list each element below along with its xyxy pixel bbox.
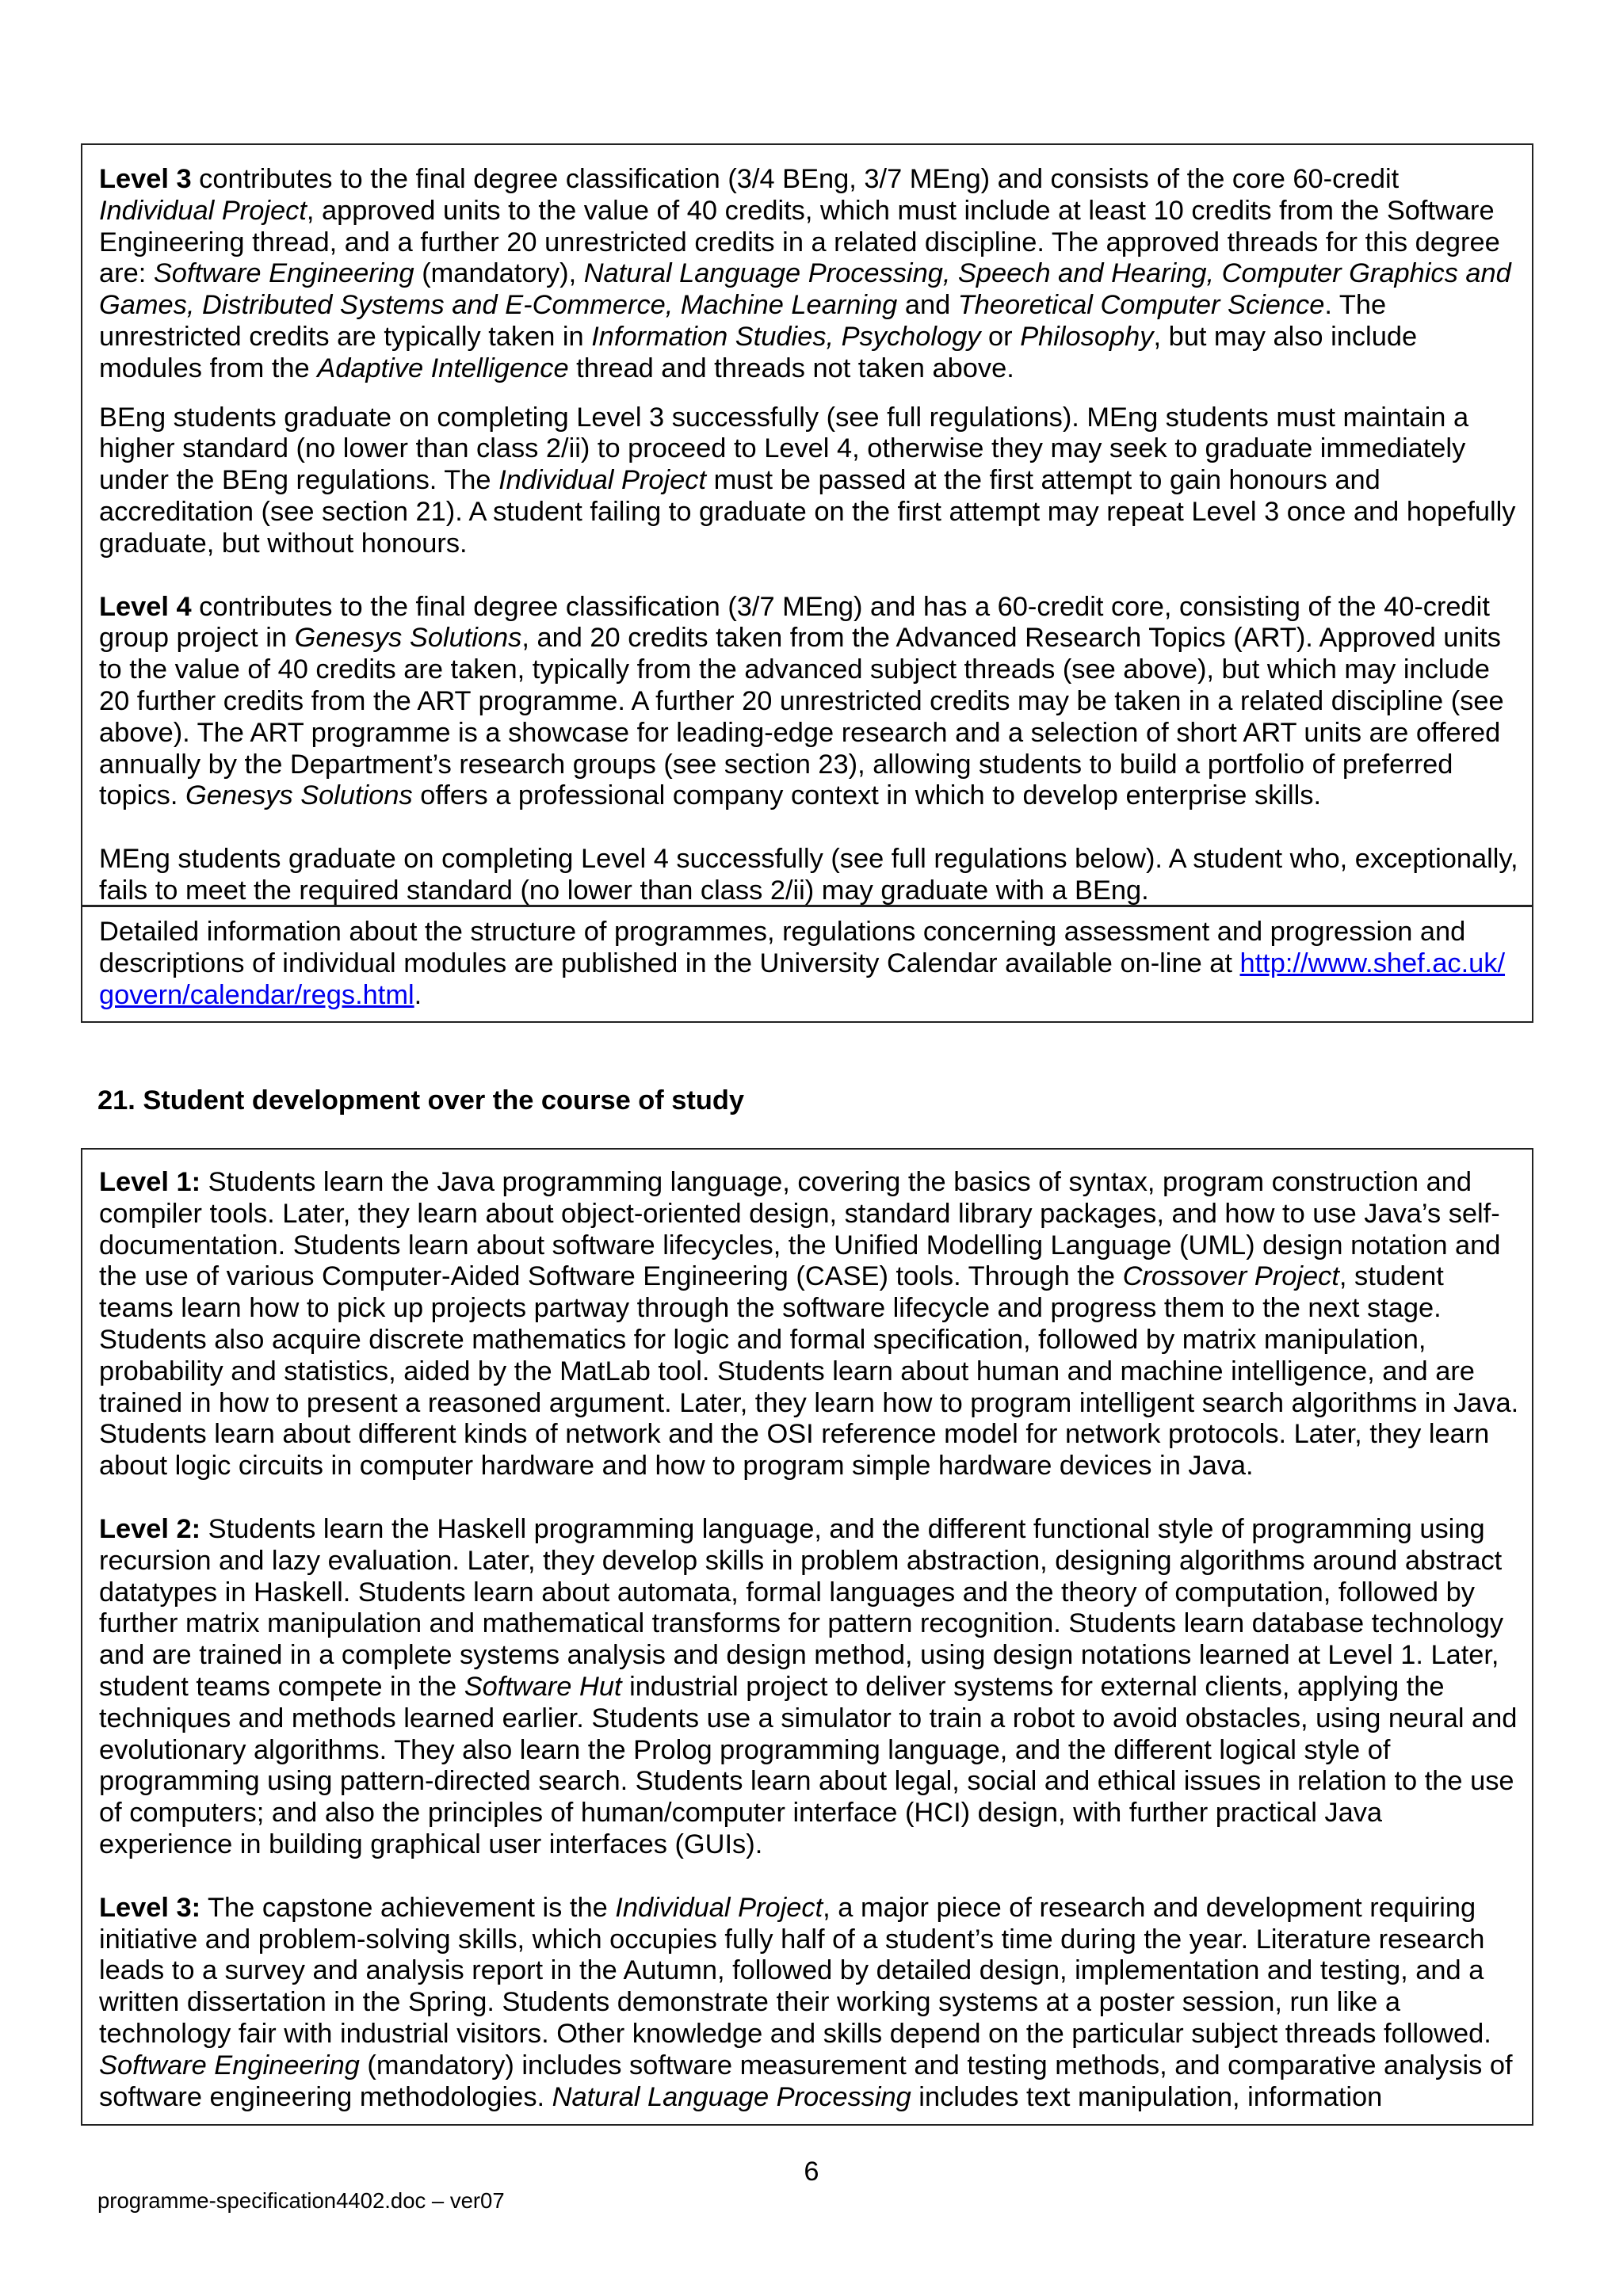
text-run: Detailed information about the structure of programmes, regulations concerning assessment and progression and descriptions of individual modules are published in the University Calendar available on-line at [99,917,1466,978]
text-run: includes text manipulation, information [911,2081,1383,2112]
calendar-link[interactable]: http://www.shef.ac.uk/ govern/calendar/regs.html [99,948,1506,1010]
text-run: offers a professional company context in which to develop enterprise skills. [412,780,1322,811]
student-development-cell [82,1150,1532,2124]
text-run: (mandatory) includes software measurement and testing methods, and comparative analysis of software engineering methodologies. [99,2050,1513,2112]
italic-term: Crossover Project [1122,1261,1339,1292]
text-run: Students learn the Haskell programming language, and the different functional style of programming using recursion and lazy evaluation. Later, they develop skills in problem abstraction, designing algorithms around abstract datatypes in Haskell. Students learn about automata, formal languages and the theory of computation, followed by further matrix manipulation and mathematical transforms for pattern recognition. Students learn database technology and are trained in a complete systems analysis and design method, using design notations learned at Level 1. Later, student teams compete in the [99,1513,1504,1702]
text-run: MEng students graduate on completing Level 4 successfully (see full regulations below). A student who, exceptionally, fails to meet the required standard (no lower than class 2/ii) may graduate with a BEng. [99,844,1518,906]
text-run: , and 20 credits taken from the Advanced Research Topics (ART). Approved units to the value of 40 credits are taken, typically from the advanced subject threads (see above), but which may include 20 further credits from the ART programme. A further 20 unrestricted credits may be taken in a related discipline (see above). The ART programme is a showcase for leading-edge research and a selection of short ART units are offered annually by the Department’s research groups (see section 23), allowing students to build a portfolio of preferred topics. [99,623,1504,811]
paragraph [99,844,1521,907]
page-number: 6 [804,2157,819,2187]
italic-term: Genesys Solutions [294,623,522,654]
bold-label: Level 4 [99,591,192,622]
italic-term: Adaptive Intelligence [317,353,569,383]
text-run: or [980,321,1021,352]
paragraph [99,164,1521,385]
text-run: contributes to the final degree classification (3/7 MEng) and has a 60-credit core, consisting of the 40-credit group project in [99,591,1490,654]
text-run: thread and threads not taken above. [568,353,1014,383]
section-21-heading: 21. Student development over the course of study [97,1085,744,1116]
text-run: . [414,979,422,1010]
text-run: , approved units to the value of 40 credits, which must include at least 10 credits from the Software Engineering thread, and a further 20 unrestricted credits in a related discipline. The approved threads for this degree are: [99,195,1500,289]
text-run: , student teams learn how to pick up projects partway through the software lifecycle and progress them to the next stage. Students also acquire discrete mathematics for logic and formal specification, followed by matrix manipulation, probability and statistics, aided by the MatLab tool. Students learn about human and machine intelligence, and are trained in how to present a reasoned argument. Later, they learn how to program intelligent search algorithms in Java. Students learn about different kinds of network and the OSI reference model for network protocols. Later, they learn about logic circuits in computer hardware and how to program simple hardware devices in Java. [99,1261,1519,1482]
text-run: industrial project to deliver systems for external clients, applying the techniques and methods learned earlier. Students use a simulator to train a robot to avoid obstacles, using neural and evolutionary algorithms. They also learn the Prolog programming language, and the different logical style of programming using pattern-directed search. Students learn about legal, social and ethical issues in relation to the use of computers; and also the principles of human/computer interface (HCI) design, with further practical Java experience in building graphical user interfaces (GUIs). [99,1671,1518,1859]
italic-term: Software Hut [464,1671,622,1702]
paragraph [99,1514,1521,1861]
italic-term: Genesys Solutions [185,780,413,811]
text-run: The capstone achievement is the [200,1892,616,1923]
programme-structure-box [81,143,1533,1023]
paragraph [99,1893,1521,2114]
italic-term: Theoretical Computer Science [957,290,1325,321]
text-run: must be passed at the first attempt to gain honours and accreditation (see section 21). A student failing to graduate on the first attempt may repeat Level 3 once and hopefully graduate, but without honours. [99,465,1516,559]
text-run: , but may also include modules from the [99,321,1418,383]
bold-label: Level 3: [99,1892,201,1923]
bold-label: Level 3 [99,164,192,194]
italic-term: Individual Project [615,1892,823,1923]
text-run: (mandatory), [414,258,584,289]
italic-term: Information Studies, Psychology [591,321,981,352]
italic-term: Software Engineering [99,2050,360,2081]
paragraph [99,1167,1521,1482]
text-run: . The unrestricted credits are typically taken in [99,290,1387,352]
italic-term: Individual Project [99,195,307,226]
bold-label: Level 1: [99,1167,201,1197]
footer-filename: programme-specification4402.doc – ver07 [97,2188,505,2213]
paragraph [99,917,1521,1011]
paragraph [99,592,1521,813]
calendar-info-cell [82,907,1532,1011]
text-run: Students learn the Java programming language, covering the basics of syntax, program construction and compiler tools. Later, they learn about object-oriented design, standard library packages, and how to use Java’s self-documentation. Students learn about software lifecycles, the Unified Modelling Language (UML) design notation and the use of various Computer-Aided Software Engineering (CASE) tools. Through the [99,1167,1501,1292]
italic-term: Natural Language Processing [552,2081,911,2112]
text-run: BEng students graduate on completing Level 3 successfully (see full regulations). MEng students must maintain a higher standard (no lower than class 2/ii) to proceed to Level 4, otherwise they may seek to graduate immediately under the BEng regulations. The [99,402,1469,496]
italic-term: Software Engineering [153,258,414,289]
text-run: contributes to the final degree classification (3/4 BEng, 3/7 MEng) and consists of the core 60-credit [191,164,1400,194]
italic-term: Individual Project [498,465,707,496]
text-run: , a major piece of research and development requiring initiative and problem-solving skills, which occupies fully half of a student’s time during the year. Literature research leads to a survey and analysis report in the Autumn, followed by detailed design, implementation and testing, and a written dissertation in the Spring. Students demonstrate their working systems at a poster session, run like a technology fair with industrial visitors. Other knowledge and skills depend on the particular subject threads followed. [99,1892,1491,2049]
text-run: and [897,290,958,321]
student-development-box [81,1148,1533,2126]
bold-label: Level 2: [99,1513,201,1544]
paragraph [99,402,1521,560]
italic-term: Philosophy [1020,321,1154,352]
level-3-4-cell [82,145,1532,907]
italic-term: Natural Language Processing, Speech and Hearing, Computer Graphics and Games, Distributed Systems and E-Commerce, Machine Learning [99,258,1511,321]
